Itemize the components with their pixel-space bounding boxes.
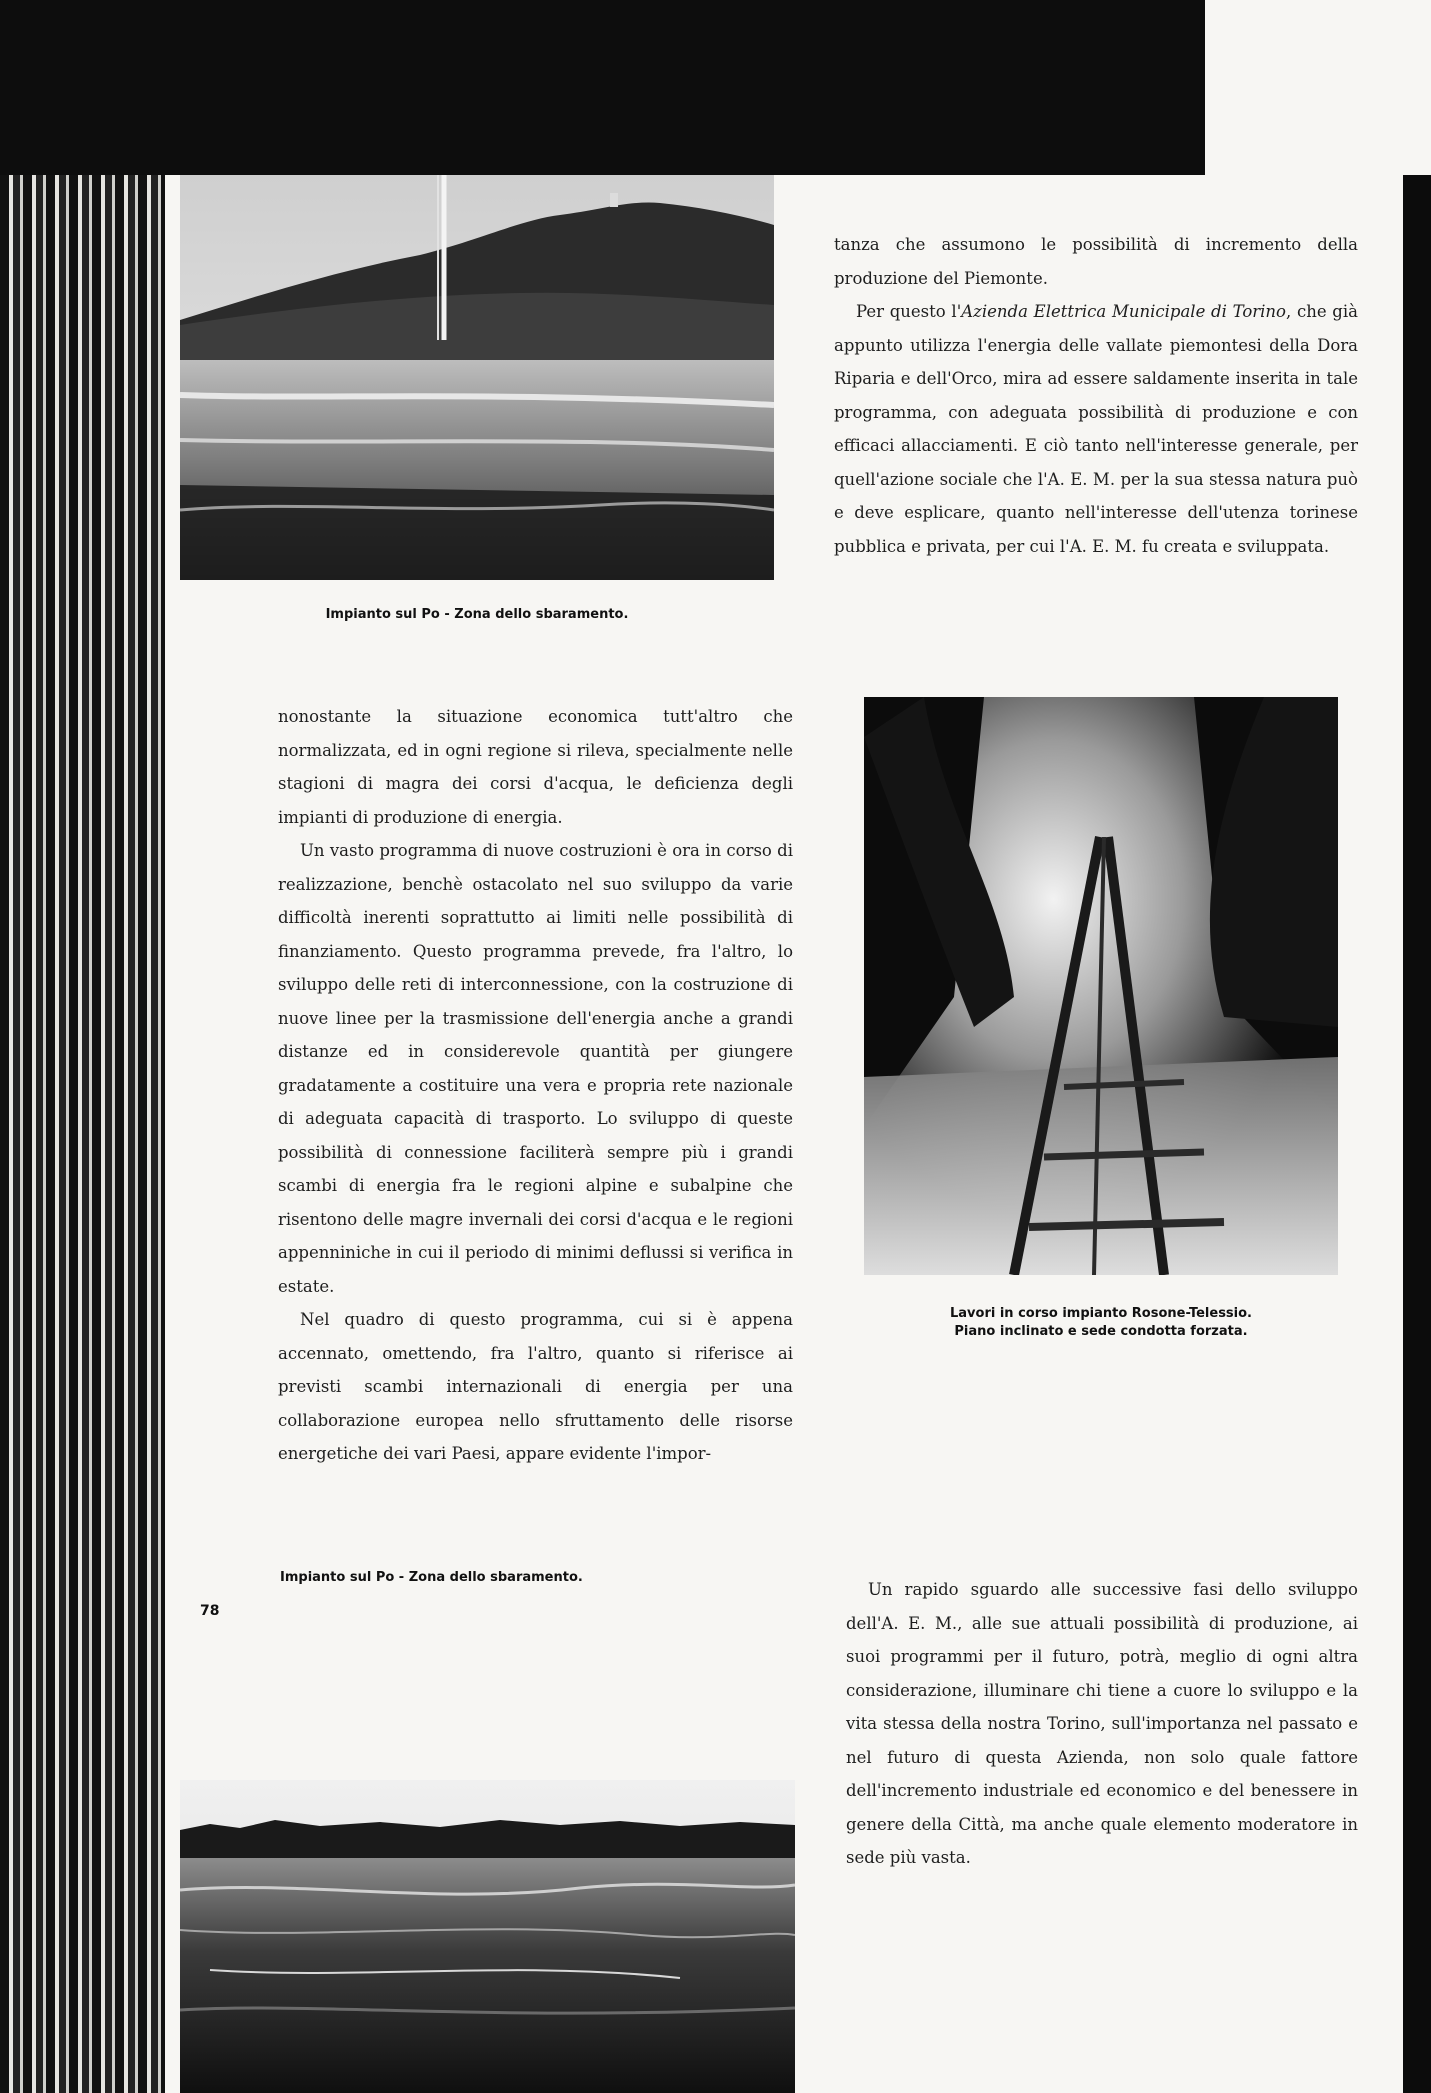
caption-po-top: Impianto sul Po - Zona dello sbaramento. [325,607,629,622]
paragraph: tanza che assumono le possibilità di incremento della produzione del Piemonte. [834,235,1358,288]
text-column-bottom-right [846,1573,1358,1875]
paragraph: nonostante la situazione economica tutt'altro che normalizzata, ed in ogni regione si rileva, specialmente nelle stagioni di magra dei corsi d'acqua, le deficienza degli impianti di produzione di energia. [278,707,793,827]
paragraph: Per questo l'Azienda Elettrica Municipale di Torino, che già appunto utilizza l'energia delle vallate piemontesi della Dora Riparia e dell'Orco, mira ad essere saldamente inserita in tale programma, con adeguata possibilità di produzione e con efficaci allacciamenti. E ciò tanto nell'interesse generale, per quell'azione sociale che l'A. E. M. per la sua stessa natura può e deve esplicare, quanto nell'interesse dell'utenza torinese pubblica e privata, per cui l'A. E. M. fu creata e sviluppata. [834,302,1358,556]
scan-top-border [0,0,1205,175]
photo-rosone-telessio-works [864,697,1338,1275]
emphasis-azienda: Azienda Elettrica Municipale di Torino [961,302,1286,321]
caption-po-bottom: Impianto sul Po - Zona dello sbaramento. [280,1570,583,1585]
photo-po-river-bottom [180,1780,795,2093]
caption-line-1: Lavori in corso impianto Rosone-Telessio. [950,1306,1252,1321]
caption-line-2: Piano inclinato e sede condotta forzata. [954,1324,1248,1339]
scan-right-border [1400,175,1431,2093]
paragraph: Un vasto programma di nuove costruzioni è ora in corso di realizzazione, benchè ostacolato nel suo sviluppo da varie difficoltà inerenti soprattutto ai limiti nelle possibilità di finanziamento. Questo programma prevede, fra l'altro, lo sviluppo delle reti di interconnessione, con la costruzione di nuove linee per la trasmissione dell'energia anche a grandi distanze ed in considerevole quantità per giungere gradatamente a costituire una vera e propria rete nazionale di adeguata capacità di trasporto. Lo sviluppo di queste possibilità di connessione faciliterà sempre più i grandi scambi di energia fra le regioni alpine e subalpine che risentono delle magre invernali dei corsi d'acqua e le regioni appenniniche in cui il periodo di minimi deflussi si verifica in estate. [278,841,793,1296]
photo-po-dam-area [180,175,774,580]
page-stack-edges [0,175,175,2093]
text-column-top-right [834,228,1358,563]
caption-rosone-telessio [864,1305,1338,1341]
text-column-middle-left [278,700,793,1471]
page-number: 78 [200,1603,220,1619]
paragraph: Nel quadro di questo programma, cui si è appena accennato, omettendo, fra l'altro, quanto si riferisce ai previsti scambi internazionali di energia per una collaborazione europea nello sfruttamento delle risorse energetiche dei vari Paesi, appare evidente l'impor- [278,1310,793,1463]
paragraph: Un rapido sguardo alle successive fasi dello sviluppo dell'A. E. M., alle sue attuali possibilità di produzione, ai suoi programmi per il futuro, potrà, meglio di ogni altra considerazione, illuminare chi tiene a cuore lo sviluppo e la vita stessa della nostra Torino, sull'importanza nel passato e nel futuro di questa Azienda, non solo quale fattore dell'incremento industriale ed economico e del benessere in genere della Città, ma anche quale elemento moderatore in sede più vasta. [846,1580,1358,1867]
